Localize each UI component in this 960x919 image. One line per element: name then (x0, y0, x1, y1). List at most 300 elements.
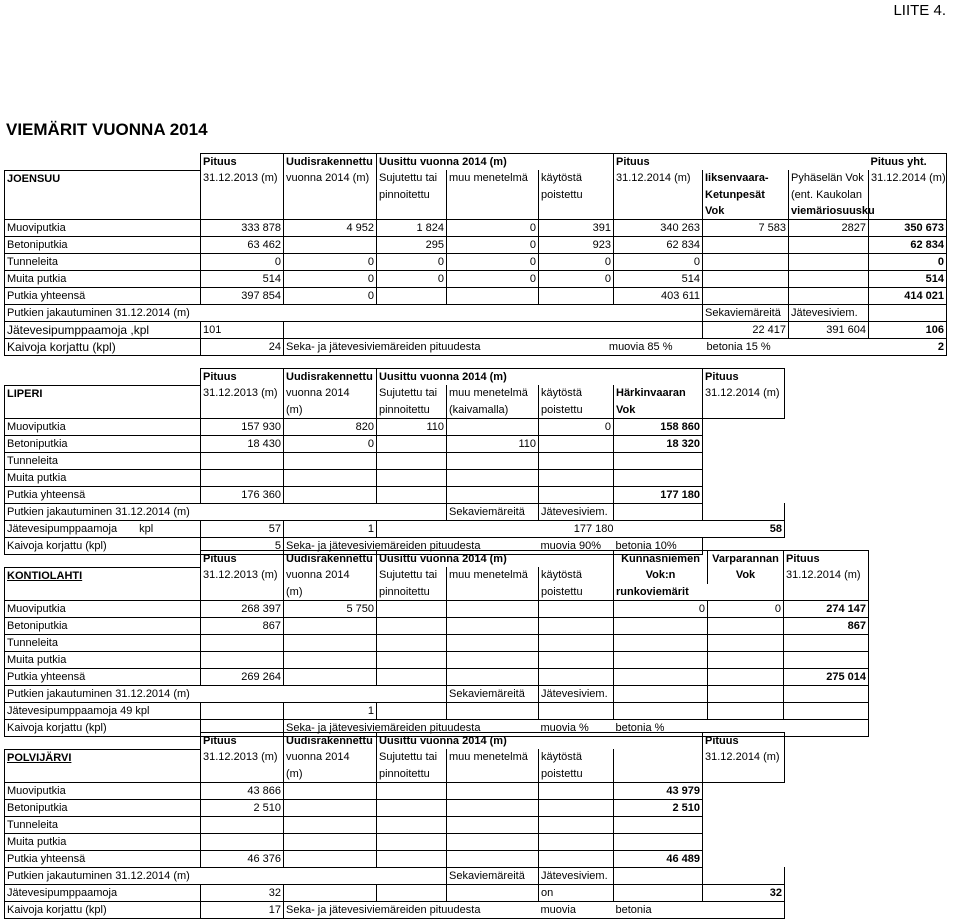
table-cell (377, 668, 447, 685)
table-cell: 0 (539, 418, 614, 435)
pumps-count: 32 (201, 884, 284, 901)
table-cell (377, 600, 447, 617)
sekaviemareita-label: Sekaviemäreitä (703, 304, 789, 321)
header-row-2 (5, 170, 947, 187)
hdr-uusittu: Uusittu vuonna 2014 (m) (377, 369, 703, 386)
distribution-row (5, 867, 785, 884)
table-cell: 397 854 (201, 287, 284, 304)
table-cell (614, 833, 703, 850)
table-cell (539, 668, 614, 685)
table-cell (377, 850, 447, 867)
wells-label: Kaivoja korjattu (kpl) (5, 338, 201, 355)
hdr-uudisrakennettu: Uudisrakennettu (284, 369, 377, 386)
table-cell (614, 668, 708, 685)
table-cell: 43 979 (614, 782, 703, 799)
table-cell: 350 673 (869, 219, 947, 236)
table-row (5, 617, 869, 634)
table-cell (614, 617, 708, 634)
table-cell (447, 799, 539, 816)
table-cell (377, 634, 447, 651)
sekaviemareita-label: Sekaviemäreitä (447, 867, 539, 884)
table-cell: 157 930 (201, 418, 284, 435)
hdr-unit-m: (m) (284, 766, 377, 783)
table-cell (539, 782, 614, 799)
row-label: Muoviputkia (5, 219, 201, 236)
table-cell (539, 452, 614, 469)
wells-plastic-share: muovia % (539, 719, 614, 736)
table-cell (703, 270, 789, 287)
hdr-kaytosta: käytöstä (539, 567, 614, 584)
hdr-unit-m: (m) (284, 402, 377, 419)
row-label: Muita putkia (5, 469, 201, 486)
header-row-3 (5, 766, 785, 783)
hdr-pituus-2014: Pituus (703, 733, 785, 750)
table-cell (708, 668, 784, 685)
table-cell (284, 486, 377, 503)
table-cell (447, 833, 539, 850)
table-cell (708, 634, 784, 651)
hdr-kaivamalla: (kaivamalla) (447, 402, 539, 419)
wells-count: 5 (201, 537, 284, 554)
table-cell (284, 850, 377, 867)
table-cell (201, 651, 284, 668)
hdr-vuonna: vuonna 2014 (284, 749, 377, 766)
table-cell (284, 634, 377, 651)
wells-plastic-share: muovia (539, 901, 614, 918)
jatevesiviem-label: Jätevesiviem. (789, 304, 869, 321)
hdr-sujutettu: Sujutettu tai (377, 749, 447, 766)
hdr-pituus-yht: Pituus yht. (869, 154, 947, 171)
pumps-total: 106 (869, 321, 947, 338)
hdr-pituus-2014: Pituus (614, 154, 869, 171)
table-cell (284, 469, 377, 486)
pumps-new: 1 (284, 520, 377, 537)
table-cell (377, 486, 447, 503)
joensuu-table (4, 153, 947, 356)
row-label: Putkia yhteensä (5, 287, 201, 304)
table-row (5, 782, 785, 799)
table-cell (789, 270, 869, 287)
table-cell: 0 (614, 253, 703, 270)
table-cell (377, 651, 447, 668)
pumps-count: 101 (201, 321, 284, 338)
wells-share-label: Seka- ja jätevesiviemäreiden pituudesta (284, 537, 539, 554)
kontiolahti-table (4, 550, 869, 737)
table-cell (789, 253, 869, 270)
table-row (5, 651, 869, 668)
hdr-pituus: Pituus (201, 154, 284, 171)
hdr-ketunpesat: Ketunpesät (703, 187, 789, 203)
table-cell: 0 (539, 270, 614, 287)
table-cell: 414 021 (869, 287, 947, 304)
page-title: VIEMÄRIT VUONNA 2014 (6, 120, 208, 139)
header-row-1 (5, 369, 785, 386)
table-cell: 0 (447, 219, 539, 236)
table-cell (703, 253, 789, 270)
table-cell (614, 469, 703, 486)
hdr-vok: Vok (703, 203, 789, 220)
table-cell: 1 824 (377, 219, 447, 236)
table-cell (614, 651, 708, 668)
hdr-pituus: Pituus (201, 733, 284, 750)
table-cell (447, 452, 539, 469)
wells-label: Kaivoja korjattu (kpl) (5, 537, 201, 554)
row-label: Muita putkia (5, 270, 201, 287)
pumps-total: 32 (703, 884, 785, 901)
sekaviemareita-label: Sekaviemäreitä (447, 503, 539, 520)
table-cell (447, 287, 539, 304)
header-row-2 (5, 385, 785, 402)
table-cell (539, 816, 614, 833)
table-cell (284, 799, 377, 816)
table-cell (447, 651, 539, 668)
table-cell (447, 469, 539, 486)
table-cell (284, 782, 377, 799)
table-cell: 2 510 (201, 799, 284, 816)
wells-count: 17 (201, 901, 284, 918)
table-cell (703, 236, 789, 253)
table-cell (377, 435, 447, 452)
hdr-date-2014: 31.12.2014 (m) (784, 567, 869, 584)
table-cell (539, 287, 614, 304)
pumps-label: Jätevesipumppaamoja 49 kpl (5, 702, 201, 719)
hdr-kaytosta: käytöstä (539, 749, 614, 766)
row-label: Muita putkia (5, 651, 201, 668)
table-cell: 0 (447, 236, 539, 253)
area-name: POLVIJÄRVI (5, 749, 201, 766)
row-label: Putkia yhteensä (5, 668, 201, 685)
hdr-kaytosta: käytöstä (539, 385, 614, 402)
table-row (5, 418, 785, 435)
table-row (5, 833, 785, 850)
header-row-4 (5, 203, 947, 220)
wells-plastic-share: muovia 90% (539, 537, 614, 554)
row-label: Tunneleita (5, 452, 201, 469)
table-cell: 269 264 (201, 668, 284, 685)
table-cell (377, 469, 447, 486)
table-cell: 18 320 (614, 435, 703, 452)
hdr-muu: muu menetelmä (447, 170, 539, 187)
wells-row (5, 338, 947, 355)
table-cell: 867 (784, 617, 869, 634)
table-cell (447, 668, 539, 685)
hdr-sujutettu: Sujutettu tai (377, 385, 447, 402)
row-label: Tunneleita (5, 816, 201, 833)
wells-label: Kaivoja korjattu (kpl) (5, 719, 201, 736)
table-cell (614, 816, 703, 833)
row-label: Muoviputkia (5, 782, 201, 799)
table-cell: 0 (614, 600, 708, 617)
table-cell: 62 834 (614, 236, 703, 253)
row-label: Betoniputkia (5, 799, 201, 816)
distribution-label: Putkien jakautuminen 31.12.2014 (m) (5, 304, 703, 321)
wells-concrete-share: betonia % (614, 719, 708, 736)
table-cell (539, 435, 614, 452)
wells-concrete-share: betonia (614, 901, 703, 918)
table-cell (201, 816, 284, 833)
table-cell (539, 634, 614, 651)
distribution-label: Putkien jakautuminen 31.12.2014 (m) (5, 867, 447, 884)
hdr-pituus: Pituus (201, 369, 284, 386)
area-name: JOENSUU (5, 170, 201, 187)
header-row-3 (5, 402, 785, 419)
table-cell: 0 (869, 253, 947, 270)
table-row (5, 435, 785, 452)
hdr-date-2013: 31.12.2013 (m) (201, 385, 284, 402)
pumps-length: 177 180 (377, 520, 614, 537)
table-cell: 158 860 (614, 418, 703, 435)
row-label: Tunneleita (5, 634, 201, 651)
distribution-label: Putkien jakautuminen 31.12.2014 (m) (5, 503, 447, 520)
distribution-row (5, 304, 947, 321)
hdr-date-2014: 31.12.2014 (m) (703, 749, 785, 766)
pumps-value-1: 22 417 (703, 321, 789, 338)
table-row (5, 486, 785, 503)
table-cell (201, 634, 284, 651)
table-cell: 2827 (789, 219, 869, 236)
table-cell (377, 782, 447, 799)
table-cell: 514 (869, 270, 947, 287)
distribution-row (5, 685, 869, 702)
row-label: Betoniputkia (5, 617, 201, 634)
table-row (5, 668, 869, 685)
table-cell (284, 651, 377, 668)
pumps-label: Jätevesipumppaamoja ,kpl (5, 321, 201, 338)
header-row-3 (5, 187, 947, 203)
table-cell: 63 462 (201, 236, 284, 253)
table-cell (377, 816, 447, 833)
table-cell: 403 611 (614, 287, 703, 304)
table-cell (703, 287, 789, 304)
table-cell (539, 486, 614, 503)
table-row (5, 799, 785, 816)
header-row-1 (5, 551, 869, 568)
row-label: Muoviputkia (5, 600, 201, 617)
hdr-varparannan: Varparannan (708, 551, 784, 568)
hdr-pituus-2014: Pituus (703, 369, 785, 386)
hdr-kaytosta: käytöstä (539, 170, 614, 187)
table-cell: 18 430 (201, 435, 284, 452)
pumps-count: 57 (201, 520, 284, 537)
pumps-row (5, 321, 947, 338)
table-cell: 0 (284, 253, 377, 270)
table-cell: 295 (377, 236, 447, 253)
table-cell (284, 236, 377, 253)
hdr-pinnoitettu: pinnoitettu (377, 402, 447, 419)
hdr-poistettu: poistettu (539, 584, 614, 601)
distribution-row (5, 503, 785, 520)
table-cell: 391 (539, 219, 614, 236)
table-cell: 0 (284, 287, 377, 304)
hdr-iiksenvaara: Iiksenvaara- (703, 170, 789, 187)
hdr-uusittu: Uusittu vuonna 2014 (m) (377, 551, 614, 568)
table-cell: 867 (201, 617, 284, 634)
table-cell (447, 600, 539, 617)
row-label: Betoniputkia (5, 236, 201, 253)
table-row (5, 253, 947, 270)
header-row-3 (5, 584, 869, 601)
table-cell: 46 489 (614, 850, 703, 867)
table-cell (377, 833, 447, 850)
table-row (5, 287, 947, 304)
table-cell (447, 617, 539, 634)
polvijarvi-table (4, 732, 785, 919)
wells-plastic-share: muovia 85 % (539, 338, 703, 355)
hdr-date-2013: 31.12.2013 (m) (201, 567, 284, 584)
hdr-pyhaselan: Pyhäselän Vok (789, 170, 869, 187)
table-cell (377, 452, 447, 469)
hdr-vok: Vok (614, 402, 703, 419)
hdr-date-2014: 31.12.2014 (m) (614, 170, 703, 187)
hdr-poistettu: poistettu (539, 402, 614, 419)
table-cell (377, 287, 447, 304)
table-cell: 62 834 (869, 236, 947, 253)
table-cell (539, 600, 614, 617)
hdr-muu: muu menetelmä (447, 749, 539, 766)
row-label: Putkia yhteensä (5, 486, 201, 503)
row-label: Muita putkia (5, 833, 201, 850)
table-cell (447, 486, 539, 503)
table-cell (708, 651, 784, 668)
table-row (5, 600, 869, 617)
hdr-date-2013: 31.12.2013 (m) (201, 170, 284, 187)
hdr-vuonna: vuonna 2014 (284, 385, 377, 402)
table-row (5, 634, 869, 651)
table-cell: 2 510 (614, 799, 703, 816)
table-cell: 110 (377, 418, 447, 435)
area-name: KONTIOLAHTI (5, 567, 201, 584)
pumps-note: on (539, 884, 614, 901)
pumps-row (5, 520, 785, 537)
wells-share-label: Seka- ja jätevesiviemäreiden pituudesta (284, 719, 539, 736)
pumps-row (5, 884, 785, 901)
hdr-uudisrakennettu: Uudisrakennettu (284, 154, 377, 171)
hdr-runkoviemarit: runkoviemärit (614, 584, 784, 601)
table-cell (447, 418, 539, 435)
hdr-unit-m: (m) (284, 584, 377, 601)
table-cell (614, 452, 703, 469)
appendix-label: LIITE 4. (893, 2, 946, 19)
table-cell: 0 (708, 600, 784, 617)
table-cell (789, 236, 869, 253)
pumps-value-2: 391 604 (789, 321, 869, 338)
table-cell (377, 617, 447, 634)
table-cell: 110 (447, 435, 539, 452)
table-cell: 0 (539, 253, 614, 270)
pumps-new: 1 (284, 702, 377, 719)
table-row (5, 850, 785, 867)
table-cell: 177 180 (614, 486, 703, 503)
pumps-label: Jätevesipumppaamoja (5, 884, 201, 901)
row-label: Betoniputkia (5, 435, 201, 452)
table-cell: 333 878 (201, 219, 284, 236)
table-cell (201, 452, 284, 469)
table-row (5, 236, 947, 253)
hdr-uudisrakennettu: Uudisrakennettu (284, 733, 377, 750)
table-row (5, 219, 947, 236)
table-cell (201, 469, 284, 486)
hdr-sujutettu: Sujutettu tai (377, 170, 447, 187)
table-cell: 4 952 (284, 219, 377, 236)
table-cell (447, 816, 539, 833)
table-cell: 7 583 (703, 219, 789, 236)
hdr-pinnoitettu: pinnoitettu (377, 187, 447, 203)
table-cell: 274 147 (784, 600, 869, 617)
wells-share-label: Seka- ja jätevesiviemäreiden pituudesta (284, 901, 539, 918)
table-cell: 0 (377, 253, 447, 270)
hdr-date-2014-total: 31.12.2014 (m) (869, 170, 947, 187)
table-cell (377, 799, 447, 816)
table-cell (539, 617, 614, 634)
table-cell (708, 617, 784, 634)
header-row-1 (5, 733, 785, 750)
wells-concrete-share: betonia 10% (614, 537, 703, 554)
hdr-pinnoitettu: pinnoitettu (377, 766, 447, 783)
pumps-row (5, 702, 869, 719)
table-cell (539, 651, 614, 668)
table-cell: 923 (539, 236, 614, 253)
table-cell: 0 (284, 435, 377, 452)
hdr-ent-kaukolan: (ent. Kaukolan (789, 187, 869, 203)
wells-share-label: Seka- ja jätevesiviemäreiden pituudesta (284, 338, 539, 355)
table-cell: 0 (284, 270, 377, 287)
hdr-uudisrakennettu: Uudisrakennettu (284, 551, 377, 568)
header-row-2 (5, 567, 869, 584)
table-cell: 0 (447, 253, 539, 270)
hdr-vuonna: vuonna 2014 (m) (284, 170, 377, 187)
header-row-2 (5, 749, 785, 766)
sekaviemareita-label: Sekaviemäreitä (447, 685, 539, 702)
wells-row (5, 901, 785, 918)
hdr-poistettu: poistettu (539, 766, 614, 783)
table-cell (784, 651, 869, 668)
wells-concrete-share: betonia 15 % (703, 338, 869, 355)
distribution-label: Putkien jakautuminen 31.12.2014 (m) (5, 685, 447, 702)
hdr-kunnasniemen: Kunnasniemen (614, 551, 708, 568)
table-cell (284, 833, 377, 850)
hdr-pituus-2014: Pituus (784, 551, 869, 568)
pumps-total: 58 (703, 520, 785, 537)
hdr-date-2014: 31.12.2014 (m) (703, 385, 785, 402)
table-cell: 0 (377, 270, 447, 287)
hdr-pinnoitettu: pinnoitettu (377, 584, 447, 601)
jatevesiviem-label: Jätevesiviem. (539, 867, 614, 884)
hdr-poistettu: poistettu (539, 187, 614, 203)
table-row (5, 469, 785, 486)
table-cell (447, 634, 539, 651)
table-cell (284, 452, 377, 469)
hdr-viemariosuusku: viemäriosuusku (789, 203, 869, 220)
hdr-sujutettu: Sujutettu tai (377, 567, 447, 584)
hdr-uusittu: Uusittu vuonna 2014 (m) (377, 154, 614, 171)
table-cell: 46 376 (201, 850, 284, 867)
pumps-label: Jätevesipumppaamoja kpl (5, 520, 201, 537)
wells-total: 2 (869, 338, 947, 355)
table-cell: 43 866 (201, 782, 284, 799)
hdr-date-2013: 31.12.2013 (m) (201, 749, 284, 766)
table-cell: 5 750 (284, 600, 377, 617)
table-cell: 275 014 (784, 668, 869, 685)
table-cell (789, 287, 869, 304)
table-cell (284, 617, 377, 634)
table-cell: 820 (284, 418, 377, 435)
table-row (5, 816, 785, 833)
table-cell: 514 (201, 270, 284, 287)
table-cell (614, 634, 708, 651)
table-cell (539, 469, 614, 486)
table-row (5, 452, 785, 469)
hdr-vuonna: vuonna 2014 (284, 567, 377, 584)
